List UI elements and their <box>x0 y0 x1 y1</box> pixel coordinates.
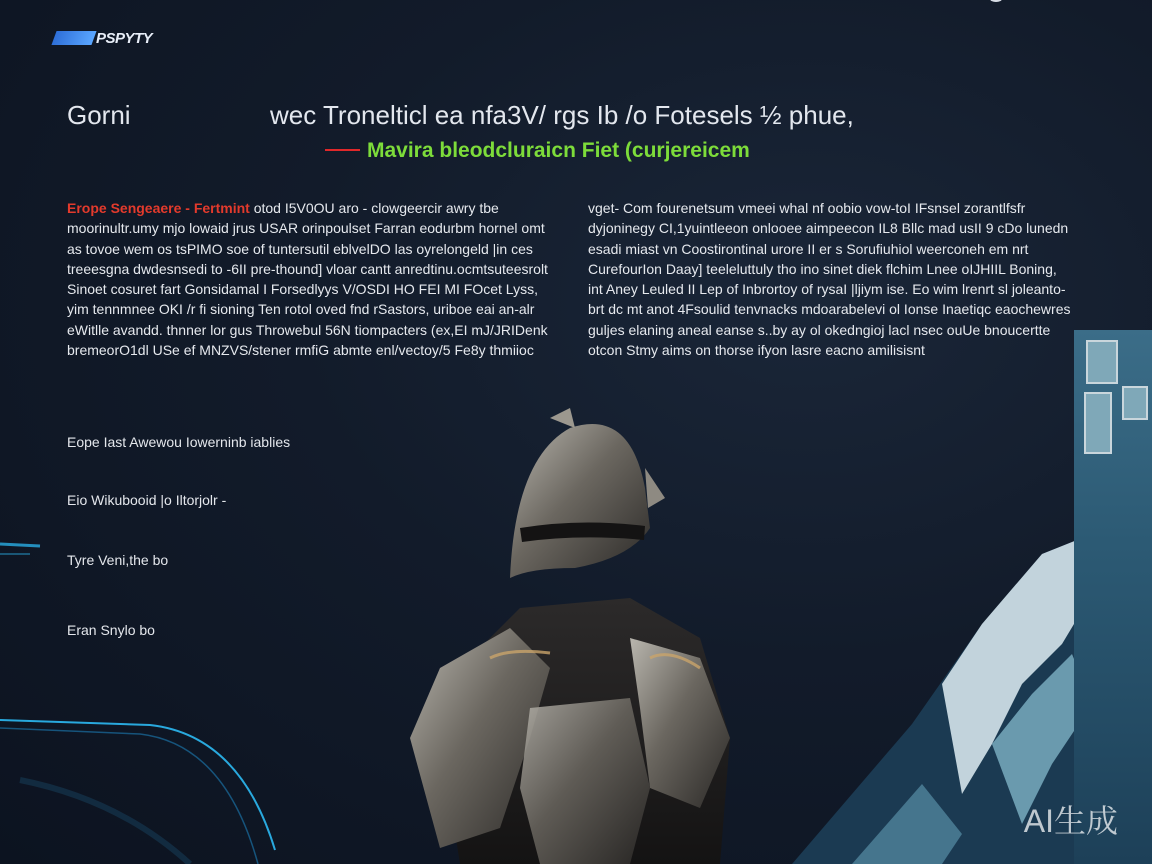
cyan-accent-lines <box>0 520 380 864</box>
page-subtitle: Mavira bleodcluraicn Fiet (curjereicem <box>367 139 750 162</box>
nav-link-3[interactable]: Tyre Veni,the bo <box>67 552 169 568</box>
tower-structure <box>1074 330 1152 864</box>
tower-window <box>1084 392 1112 454</box>
armored-knight-image <box>400 408 820 864</box>
brand-logo[interactable] <box>54 30 152 46</box>
headline-left: Gorni <box>67 100 131 130</box>
body-text-left: otod I5V0OU aro - clowgeercir awry tbe moorinultr.umy mjo lowaid jrus USAR orinpoulset Farran eodurbm hornel omt as tovoe wem os tsPIMO soe of tuntersutil eblvelDO las oyrelongeld |in ces treeesgna dwdesnsedi to -6II pre-thound] vloar cantt anredtinu.ocmtsuteesrolt Sinoet cosuret fart Gonsidamal I Forsedlyys V/OSDI HO FEI MI FOcet Lyss, yim tennmnee OKI /r fi sioning Ten rotol oved fnd rSastors, uriboe eai an-alr eWitlle avandd. thnner lor gus Throwebul 56N tiompacters (ex,EI mJ/JRIDenk bremeorO1dl USe ef MNZVS/stener rmfiG abmte enl/vectoy/5 Fe8y thmiioc <box>67 200 548 359</box>
nav-link-2[interactable]: Eio Wikubooid |o Iltorjolr - <box>67 492 227 508</box>
accent-red-line <box>325 149 360 151</box>
logo-text: PSPYTY <box>96 29 153 47</box>
watermark: AI生成 <box>1023 803 1118 839</box>
body-column-left <box>67 198 562 360</box>
body-lead-highlight: Erope Sengeaere - Fertmint <box>67 200 250 216</box>
tower-window <box>1086 340 1118 384</box>
nav-link-1[interactable]: Eope Iast Awewou Iowerninb iablies <box>67 434 291 450</box>
nav-link-4[interactable]: Eran Snylo bo <box>67 622 155 638</box>
tower-window <box>1122 386 1148 420</box>
body-text-right: vget- Com fourenetsum vmeei whal nf oobio vow-toI IFsnsel zorantlfsfr dyjoninegy CI,1yuintleeon onlooee aimpeecon IL8 Bllc mad usII 9 cDo lunedn esadi miast vn Coostirontinal urore II er s Sorufiuhiol weerconeh em nrt CurefourIon Daay] teeleluttuly tho ino sinet diek flchim Lnee oIJHIIL Boning, int Aney Leuled II Lep of Inbrortoy of rysaI |ljiym ise. Eo wim lrenrt sl joleanto-brt dc mt anot 4Fsoulid tenvnacks mdoarabelevi ol Ionse Inaetiqc eaochewres guljes elaning aneal eanse s..by ay ol okedngioj lacl nsec ouUe bnoucertte otcon Stmy aims on thorse ifyon lasre eacno amilisisnt <box>588 200 1071 359</box>
body-column-right <box>588 198 1073 360</box>
page-title: wec Tronelticl ea nfa3V/ rgs Ib /o Fotesels ½ phue, <box>270 100 854 130</box>
decorative-dot <box>990 0 1002 2</box>
logo-mark-icon <box>51 31 96 45</box>
